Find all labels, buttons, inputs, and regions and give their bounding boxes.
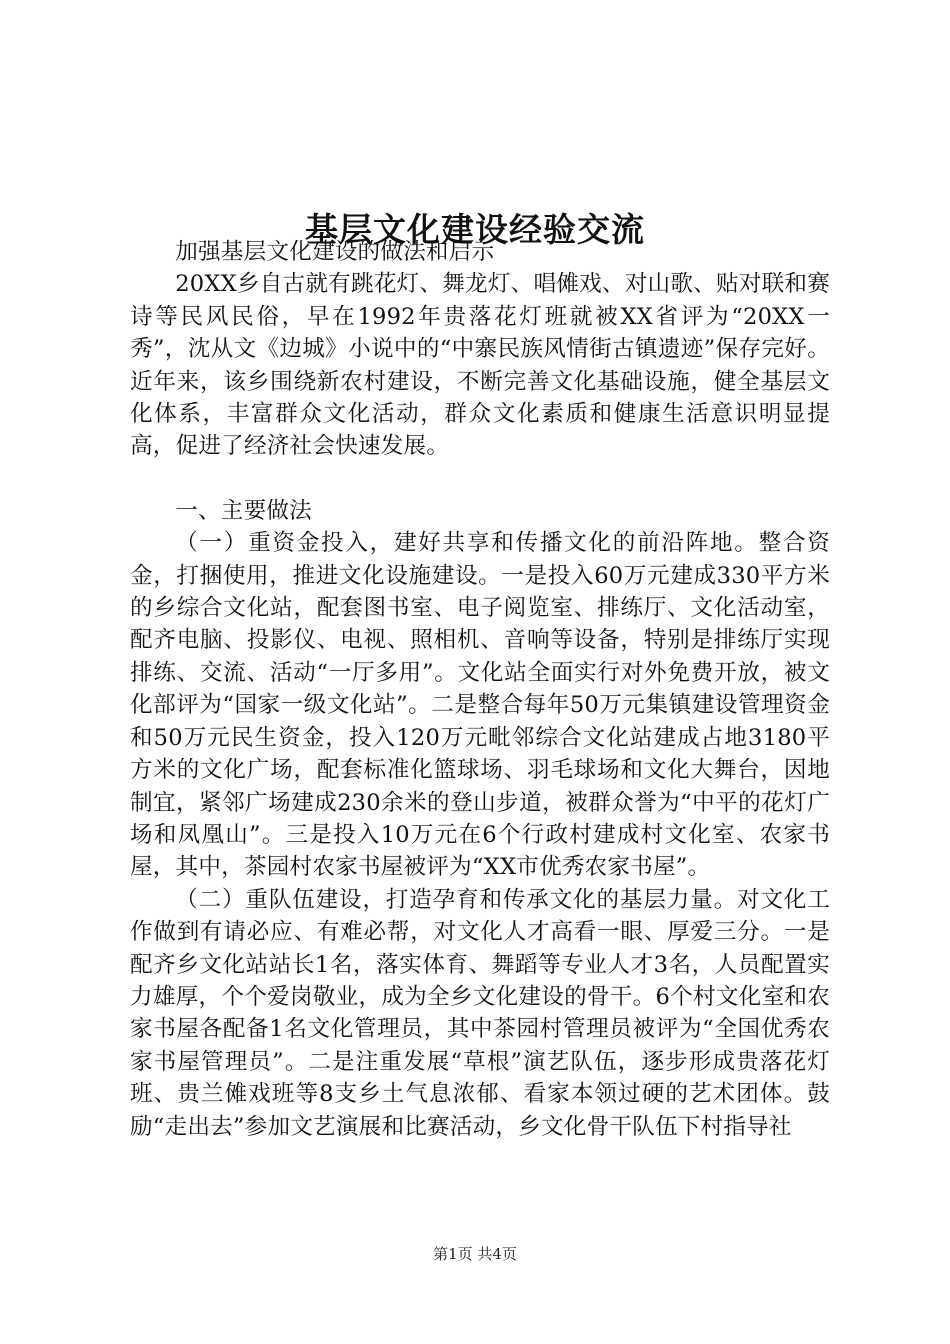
body-paragraph-team: （二）重队伍建设，打造孕育和传承文化的基层力量。对文化工作做到有请必应、有难必帮，对文化人才高看一眼、厚爱三分。一是配齐乡文化站站长1名，落实体育、舞蹈等专业人才3名，人员配置实力雄厚，个个爱岗敬业，成为全乡文化建设的骨干。6个村文化室和农家书屋各配备1名文化管理员，其中茶园村管理员被评为“全国优秀农家书屋管理员”。二是注重发展“草根”演艺队伍，逐步形成贵落花灯班、贵兰傩戏班等8支乡土气息浓郁、看家本领过硬的艺术团体。鼓励“走出去”参加文艺演展和比赛活动，乡文化骨干队伍下村指导社 (130, 886, 830, 1140)
document-body (130, 236, 830, 1143)
document-subtitle: 加强基层文化建设的做法和启示 (175, 239, 495, 265)
page-number: 第1页 共4页 (433, 1245, 517, 1263)
section-heading: 一、主要做法 (175, 497, 312, 524)
intro-paragraph: 20XX乡自古就有跳花灯、舞龙灯、唱傩戏、对山歌、贴对联和赛诗等民风民俗，早在1992年贵落花灯班就被XX省评为“20XX一秀”，沈从文《边城》小说中的“中寨民族风情街古镇遗迹”保存完好。近年来，该乡围绕新农村建设，不断完善文化基础设施，健全基层文化体系，丰富群众文化活动，群众文化素质和健康生活意识明显提高，促进了经济社会快速发展。 (130, 271, 830, 460)
body-paragraph-funding: （一）重资金投入，建好共享和传播文化的前沿阵地。整合资金，打捆使用，推进文化设施建设。一是投入60万元建成330平方米的乡综合文化站，配套图书室、电子阅览室、排练厅、文化活动室，配齐电脑、投影仪、电视、照相机、音响等设备，特别是排练厅实现排练、交流、活动“一厅多用”。文化站全面实行对外免费开放，被文化部评为“国家一级文化站”。二是整合每年50万元集镇建设管理资金和50万元民生资金，投入120万元毗邻综合文化站建成占地3180平方米的文化广场，配套标准化篮球场、羽毛球场和文化大舞台，因地制宜，紧邻广场建成230余米的登山步道，被群众誉为“中平的花灯广场和凤凰山”。三是投入10万元在6个行政村建成村文化室、农家书屋，其中，茶园村农家书屋被评为“XX市优秀农家书屋”。 (130, 530, 830, 881)
page-title: 基层文化建设经验交流 (305, 210, 645, 250)
